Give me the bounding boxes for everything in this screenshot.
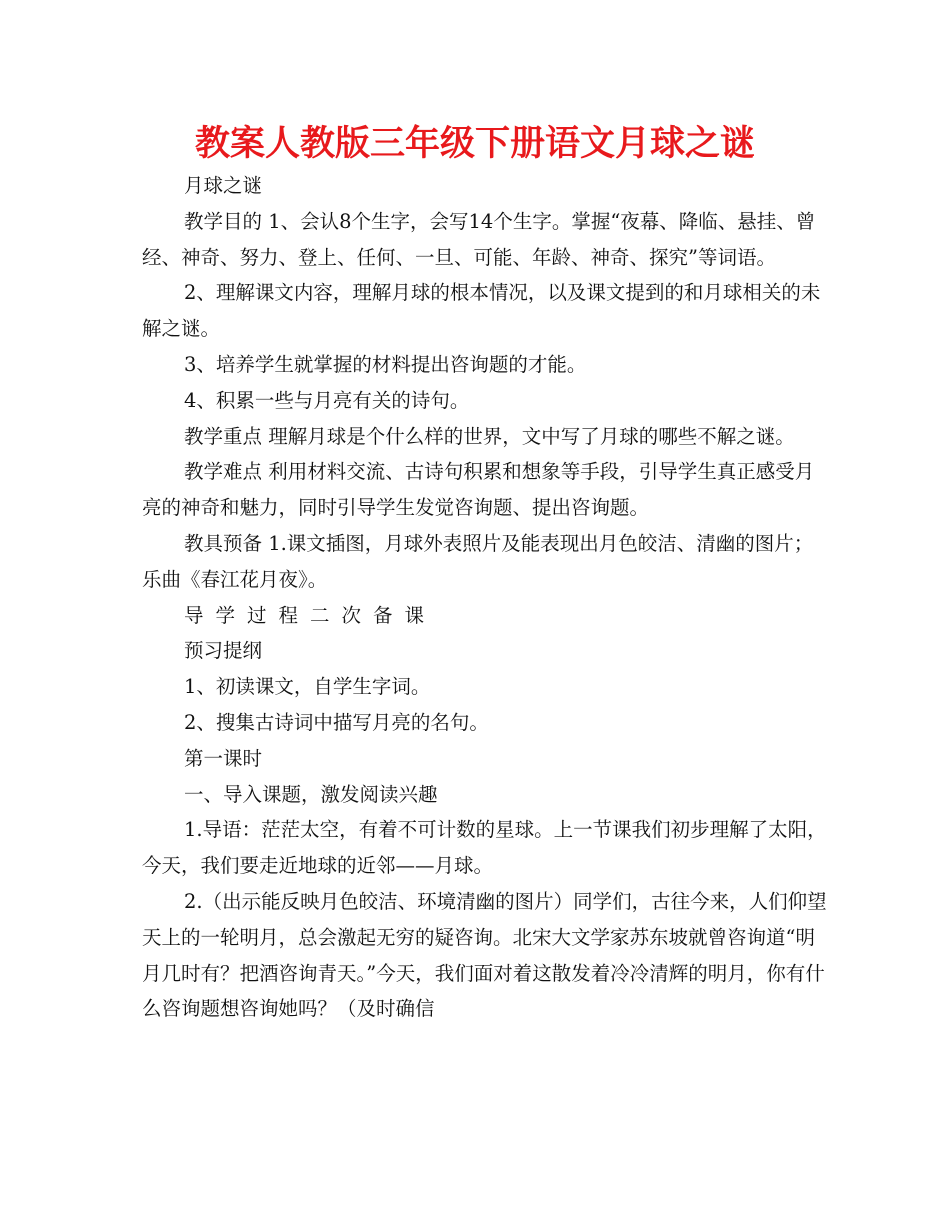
paragraph-objective-3: 3、培养学生就掌握的材料提出咨询题的才能。 bbox=[184, 352, 587, 376]
paragraph-teaching-aids: 教具预备 1.课文插图，月球外表照片及能表现出月色皎洁、清幽的图片；乐曲《春江花月夜》。 bbox=[142, 531, 814, 591]
paragraph-questions: 2.（出示能反映月色皎洁、环境清幽的图片）同学们，古往今来，人们仰望天上的一轮明月，总会激起无穷的疑咨询。北宋大文学家苏东坡就曾咨询道“明月几时有？把酒咨询青天。”今天，我们面对着这散发着冷冷清辉的明月，你有什么咨询题想咨询她吗？（及时确信 bbox=[142, 889, 827, 1021]
paragraph-teaching-objective: 教学目的 1、会认8个生字，会写14个生字。掌握“夜幕、降临、悬挂、曾经、神奇、努力、登上、任何、一旦、可能、年龄、神奇、探究”等词语。 bbox=[142, 209, 816, 269]
paragraph-preview-2: 2、搜集古诗词中描写月亮的名句。 bbox=[184, 710, 489, 734]
paragraph-first-lesson: 第一课时 bbox=[184, 746, 263, 770]
paragraph-key-points: 教学重点 理解月球是个什么样的世界，文中写了月球的哪些不解之谜。 bbox=[184, 424, 795, 448]
paragraph-preview-1: 1、初读课文，自学生字词。 bbox=[184, 675, 431, 699]
paragraph-difficulties: 教学难点 利用材料交流、古诗句积累和想象等手段，引导学生真正感受月亮的神奇和魅力，同时引导学生发觉咨询题、提出咨询题。 bbox=[142, 460, 815, 520]
paragraph-preview-outline: 预习提纲 bbox=[184, 639, 263, 663]
paragraph-process-heading: 导学过程二次备课 bbox=[184, 603, 437, 627]
document-title: 教案人教版三年级下册语文月球之谜 bbox=[194, 124, 755, 164]
section-heading: 月球之谜 bbox=[184, 174, 263, 197]
paragraph-intro: 1.导语：茫茫太空，有着不可计数的星球。上一节课我们初步理解了太阳，今天，我们要走近地球的近邻——月球。 bbox=[142, 818, 827, 878]
paragraph-step-1-heading: 一、导入课题，激发阅读兴趣 bbox=[184, 782, 438, 806]
document-body bbox=[142, 168, 832, 1027]
paragraph-objective-2: 2、理解课文内容，理解月球的根本情况，以及课文提到的和月球相关的未解之谜。 bbox=[142, 281, 821, 341]
paragraph-objective-4: 4、积累一些与月亮有关的诗句。 bbox=[184, 388, 470, 412]
